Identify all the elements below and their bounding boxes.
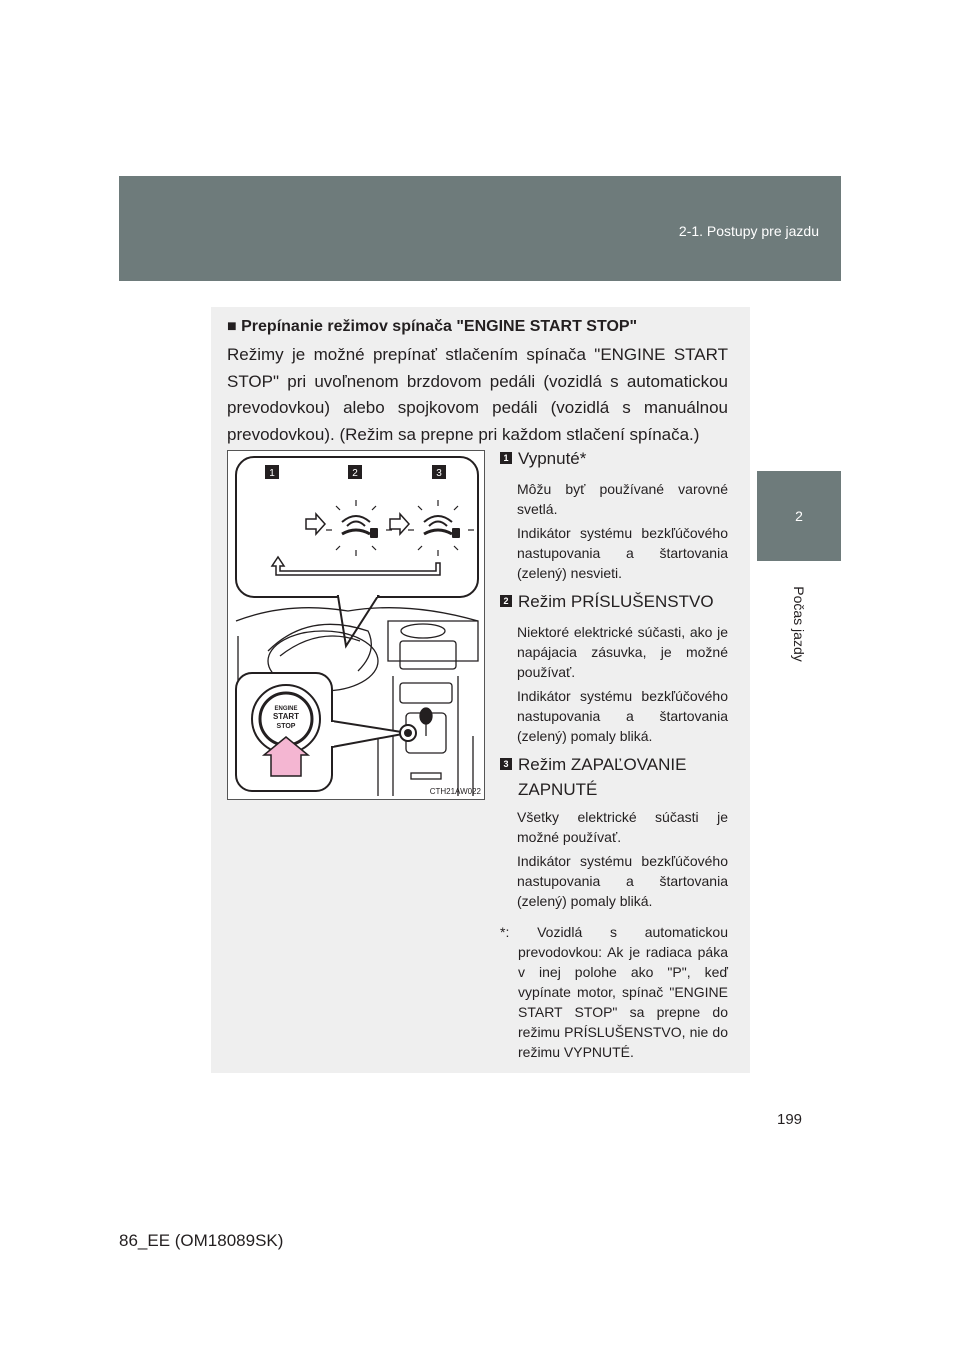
chapter-tab-label <box>757 561 841 686</box>
header-band <box>119 176 841 281</box>
start-button-line-3: STOP <box>276 723 296 730</box>
item-2-title: Režim PRÍSLUŠENSTVO <box>518 592 714 611</box>
marker-2-icon: 2 <box>500 595 512 607</box>
square-bullet-icon: ■ <box>227 318 237 335</box>
start-button-line-1: ENGINE <box>274 706 298 712</box>
section-intro: Režimy je možné prepínať stlačením spínača "ENGINE START STOP" pri uvoľnenom brzdovom pedáli (vozidlá s automatickou prevodovkou) alebo spojkovom pedáli (vozidlá s manuálnou prevodovkou). (Režim sa prepne pri každom stlačení spínača.) <box>227 345 728 444</box>
figure-code: CTH21AW022 <box>429 787 481 796</box>
page-number: 199 <box>777 1111 803 1128</box>
item-1-desc-2: Indikátor systému bezkľúčového nastupovania a štartovania (zelený) nesvieti. <box>517 525 728 581</box>
marker-1-icon: 1 <box>500 452 512 464</box>
item-2-desc-2: Indikátor systému bezkľúčového nastupovania a štartovania (zelený) pomaly bliká. <box>517 688 728 744</box>
footnote: *: Vozidlá s automatickou prevodovkou: Ak je radiaca páka v inej polohe ako "P", keď vypínate motor, spínač "ENGINE START STOP" sa prepne do režimu PRÍSLUŠENSTVO, nie do režimu VYPNUTÉ. <box>500 924 728 1060</box>
marker-3-label: 3 <box>436 468 442 479</box>
header-title: 2-1. Postupy pre jazdu <box>678 223 819 239</box>
marker-2-label: 2 <box>352 468 358 479</box>
item-3-title: Režim ZAPAĽOVANIE ZAPNUTÉ <box>518 755 687 799</box>
document-code: 86_EE (OM18089SK) <box>119 1231 284 1250</box>
section-heading <box>227 318 747 336</box>
marker-1-label: 1 <box>269 468 275 479</box>
chapter-tab-number: 2 <box>757 471 841 561</box>
item-3-desc-1: Všetky elektrické súčasti je možné používať. <box>517 809 728 845</box>
chapter-tab-label-text: Počas jazdy <box>791 585 807 662</box>
item-2-desc-1: Niektoré elektrické súčasti, ako je napájacia zásuvka, je možné používať. <box>517 624 728 680</box>
item-1-desc-1: Môžu byť používané varovné svetlá. <box>517 481 728 517</box>
item-1-title: Vypnuté* <box>518 449 587 468</box>
marker-3-icon: 3 <box>500 758 512 770</box>
item-3-desc-2: Indikátor systému bezkľúčového nastupovania a štartovania (zelený) pomaly bliká. <box>517 853 728 909</box>
dashboard-illustration <box>227 450 485 800</box>
dashboard-drawing <box>228 451 485 800</box>
start-button-line-2: START <box>272 712 300 721</box>
section-heading-text: Prepínanie režimov spínača "ENGINE START STOP" <box>241 318 638 335</box>
